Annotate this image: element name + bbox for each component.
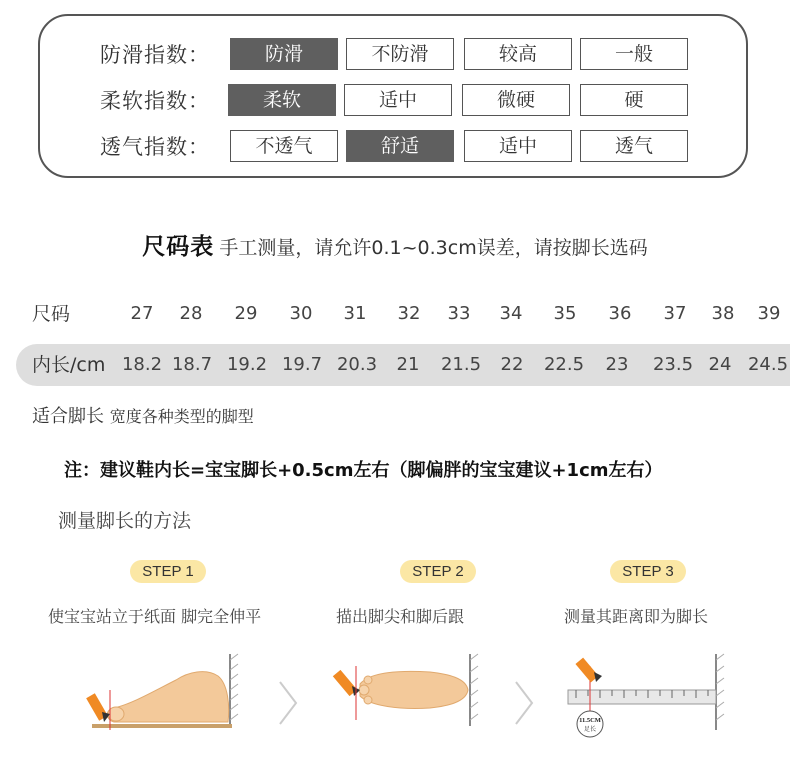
size-chart-title: 尺码表 (142, 234, 215, 260)
pencil-icon (86, 693, 110, 722)
anti-slip-row (40, 38, 746, 72)
length-cell: 19.2 (226, 354, 268, 375)
size-cell: 28 (179, 303, 203, 324)
measure-value: 11.5CM (579, 717, 601, 724)
step-2-description: 描出脚尖和脚后跟 (336, 607, 465, 626)
softness-row (40, 84, 746, 118)
length-row-label: 内长/cm (32, 354, 106, 376)
length-cell: 24.5 (747, 354, 789, 375)
index-panel (38, 14, 748, 178)
anti-slip-option: 较高 (464, 38, 572, 70)
step-3-description: 测量其距离即为脚长 (564, 607, 709, 626)
size-cell: 31 (343, 303, 367, 324)
size-cell: 33 (447, 303, 471, 324)
foot-outline-illustration (330, 650, 486, 734)
foot-standing-illustration (84, 650, 244, 734)
length-cell: 18.2 (121, 354, 163, 375)
size-cell: 30 (289, 303, 313, 324)
anti-slip-option: 一般 (580, 38, 688, 70)
breathability-option: 不透气 (230, 130, 338, 162)
breathability-option: 舒适 (346, 130, 454, 162)
method-title: 测量脚长的方法 (58, 510, 192, 532)
size-cell: 38 (711, 303, 735, 324)
length-cell: 21.5 (440, 354, 482, 375)
softness-option: 硬 (580, 84, 688, 116)
breathability-option: 适中 (464, 130, 572, 162)
step-2 (318, 560, 558, 583)
breathability-row (40, 130, 746, 164)
length-cell: 24 (708, 354, 732, 375)
fit-note (32, 402, 254, 428)
chevron-right-icon (276, 680, 300, 726)
step-2-badge: STEP 2 (400, 560, 475, 583)
size-cell: 29 (234, 303, 258, 324)
anti-slip-option: 不防滑 (346, 38, 454, 70)
step-1-badge: STEP 1 (130, 560, 205, 583)
size-cell: 35 (553, 303, 577, 324)
length-cell: 18.7 (171, 354, 213, 375)
softness-option: 柔软 (228, 84, 336, 116)
size-cell: 37 (663, 303, 687, 324)
ruler-measure-illustration (560, 650, 728, 742)
size-chart-subtitle: 手工测量，请允许0.1~0.3cm误差，请按脚长选码 (219, 237, 648, 259)
length-cell: 21 (396, 354, 420, 375)
length-cell: 19.7 (281, 354, 323, 375)
breathability-label: 透气指数： (100, 135, 210, 159)
anti-slip-label: 防滑指数： (100, 43, 210, 67)
softness-option: 微硬 (462, 84, 570, 116)
softness-label: 柔软指数： (100, 89, 210, 113)
breathability-option: 透气 (580, 130, 688, 162)
softness-option: 适中 (344, 84, 452, 116)
length-row (0, 345, 790, 385)
size-cell: 32 (397, 303, 421, 324)
fit-note-sub: 宽度各种类型的脚型 (109, 407, 254, 426)
size-cell: 36 (608, 303, 632, 324)
measure-caption: 足长 (583, 726, 597, 733)
step-1-description: 使宝宝站立于纸面 脚完全伸平 (48, 607, 262, 626)
step-1 (48, 560, 288, 583)
length-cell: 23.5 (652, 354, 694, 375)
step-3-badge: STEP 3 (610, 560, 685, 583)
length-cell: 23 (605, 354, 629, 375)
pencil-icon (575, 658, 602, 683)
size-cell: 34 (499, 303, 523, 324)
size-cell: 27 (130, 303, 154, 324)
size-chart-heading (0, 228, 790, 261)
size-row (0, 294, 790, 334)
anti-slip-option: 防滑 (230, 38, 338, 70)
length-cell: 22.5 (543, 354, 585, 375)
step-3 (528, 560, 768, 583)
fit-note-main: 适合脚长 (32, 406, 104, 427)
length-cell: 20.3 (336, 354, 378, 375)
length-cell: 22 (500, 354, 524, 375)
size-row-label: 尺码 (32, 303, 71, 325)
chevron-right-icon (512, 680, 536, 726)
sizing-advice: 注：建议鞋内长=宝宝脚长+0.5cm左右（脚偏胖的宝宝建议+1cm左右） (64, 460, 663, 481)
size-cell: 39 (757, 303, 781, 324)
